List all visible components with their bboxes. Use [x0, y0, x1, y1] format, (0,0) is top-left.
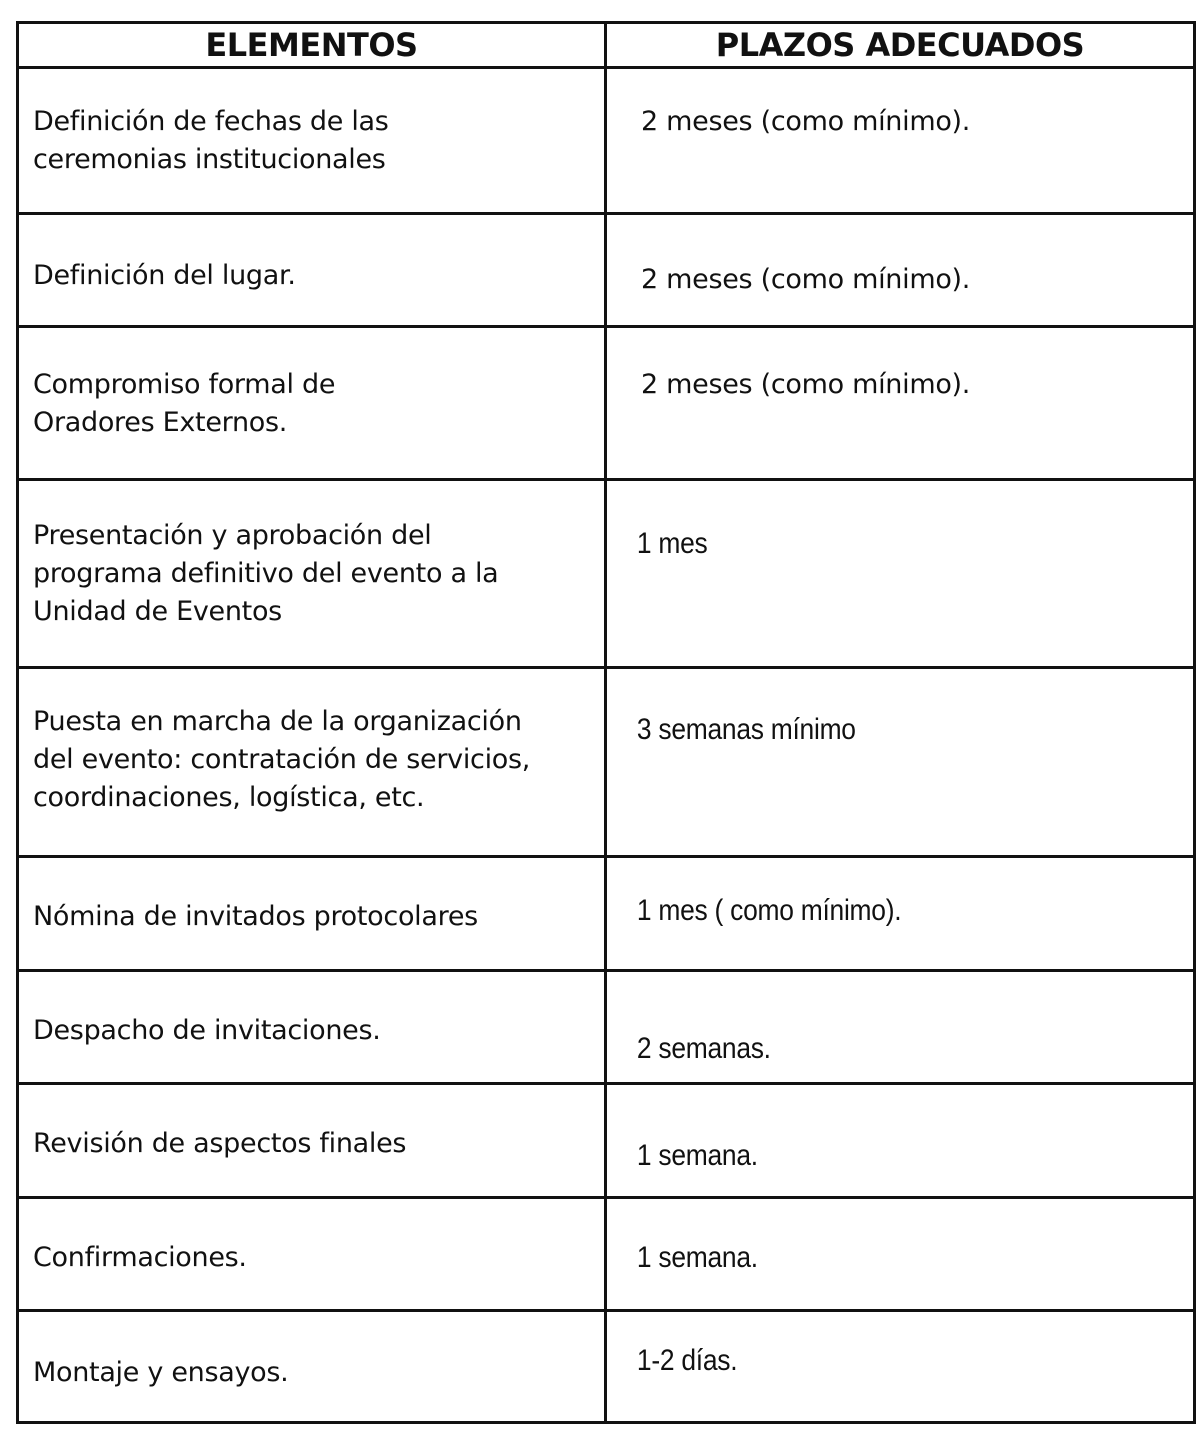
elemento-text: ceremonias institucionales: [33, 144, 386, 175]
plazo-cell: [606, 480, 1195, 668]
plazo-text: 1-2 días.: [636, 1344, 738, 1377]
elemento-text: programa definitivo del evento a la: [33, 558, 499, 589]
plazo-text: 1 semana.: [636, 1139, 758, 1172]
elemento-cell: [18, 971, 606, 1084]
plazo-text: 2 meses (como mínimo).: [641, 369, 971, 400]
table-row: [18, 480, 1195, 668]
plazo-text: 1 semana.: [636, 1241, 758, 1274]
elemento-cell: [18, 480, 606, 668]
plazo-cell: [606, 1311, 1195, 1423]
table-row: [18, 857, 1195, 971]
elemento-cell: [18, 214, 606, 327]
elemento-cell: [18, 1084, 606, 1198]
table-row: [18, 327, 1195, 480]
table-row: [18, 68, 1195, 214]
plazo-cell: [606, 1084, 1195, 1198]
plazo-text: 1 mes: [636, 527, 708, 560]
plazo-cell: [606, 327, 1195, 480]
plazo-text: 2 semanas.: [636, 1032, 771, 1065]
plazos-table: [16, 21, 1196, 1424]
elemento-text: Definición de fechas de las: [33, 106, 389, 137]
elemento-text: Compromiso formal de: [33, 369, 336, 400]
elemento-text: Unidad de Eventos: [33, 596, 282, 627]
plazo-text: 3 semanas mínimo: [636, 713, 856, 746]
plazo-cell: [606, 857, 1195, 971]
table-row: [18, 1311, 1195, 1423]
header-plazos-adecuados: PLAZOS ADECUADOS: [606, 23, 1195, 68]
plazo-cell: [606, 971, 1195, 1084]
elemento-text: Presentación y aprobación del: [33, 520, 432, 551]
elemento-text: coordinaciones, logística, etc.: [33, 782, 425, 813]
table-row: [18, 971, 1195, 1084]
table-row: [18, 1198, 1195, 1311]
elemento-cell: [18, 1311, 606, 1423]
elemento-text: Montaje y ensayos.: [33, 1357, 289, 1388]
header-elementos: ELEMENTOS: [18, 23, 606, 68]
elemento-cell: [18, 668, 606, 857]
table-row: [18, 214, 1195, 327]
elemento-text: Puesta en marcha de la organización: [33, 706, 522, 737]
plazo-cell: [606, 1198, 1195, 1311]
header-row: [18, 23, 1195, 68]
plazo-text: 2 meses (como mínimo).: [641, 106, 971, 137]
elemento-cell: [18, 327, 606, 480]
plazo-cell: [606, 68, 1195, 214]
elemento-text: Revisión de aspectos finales: [33, 1128, 407, 1159]
elemento-cell: [18, 857, 606, 971]
elemento-text: Despacho de invitaciones.: [33, 1015, 381, 1046]
table-row: [18, 1084, 1195, 1198]
elemento-text: Definición del lugar.: [33, 260, 296, 291]
plazo-text: 1 mes ( como mínimo).: [636, 894, 902, 927]
elemento-text: Confirmaciones.: [33, 1242, 247, 1273]
plazo-cell: [606, 214, 1195, 327]
table-row: [18, 668, 1195, 857]
elemento-text: Nómina de invitados protocolares: [33, 901, 478, 932]
elemento-cell: [18, 68, 606, 214]
plazo-text: 2 meses (como mínimo).: [641, 264, 971, 295]
elemento-text: del evento: contratación de servicios,: [33, 744, 531, 775]
elemento-text: Oradores Externos.: [33, 407, 288, 438]
elemento-cell: [18, 1198, 606, 1311]
plazo-cell: [606, 668, 1195, 857]
